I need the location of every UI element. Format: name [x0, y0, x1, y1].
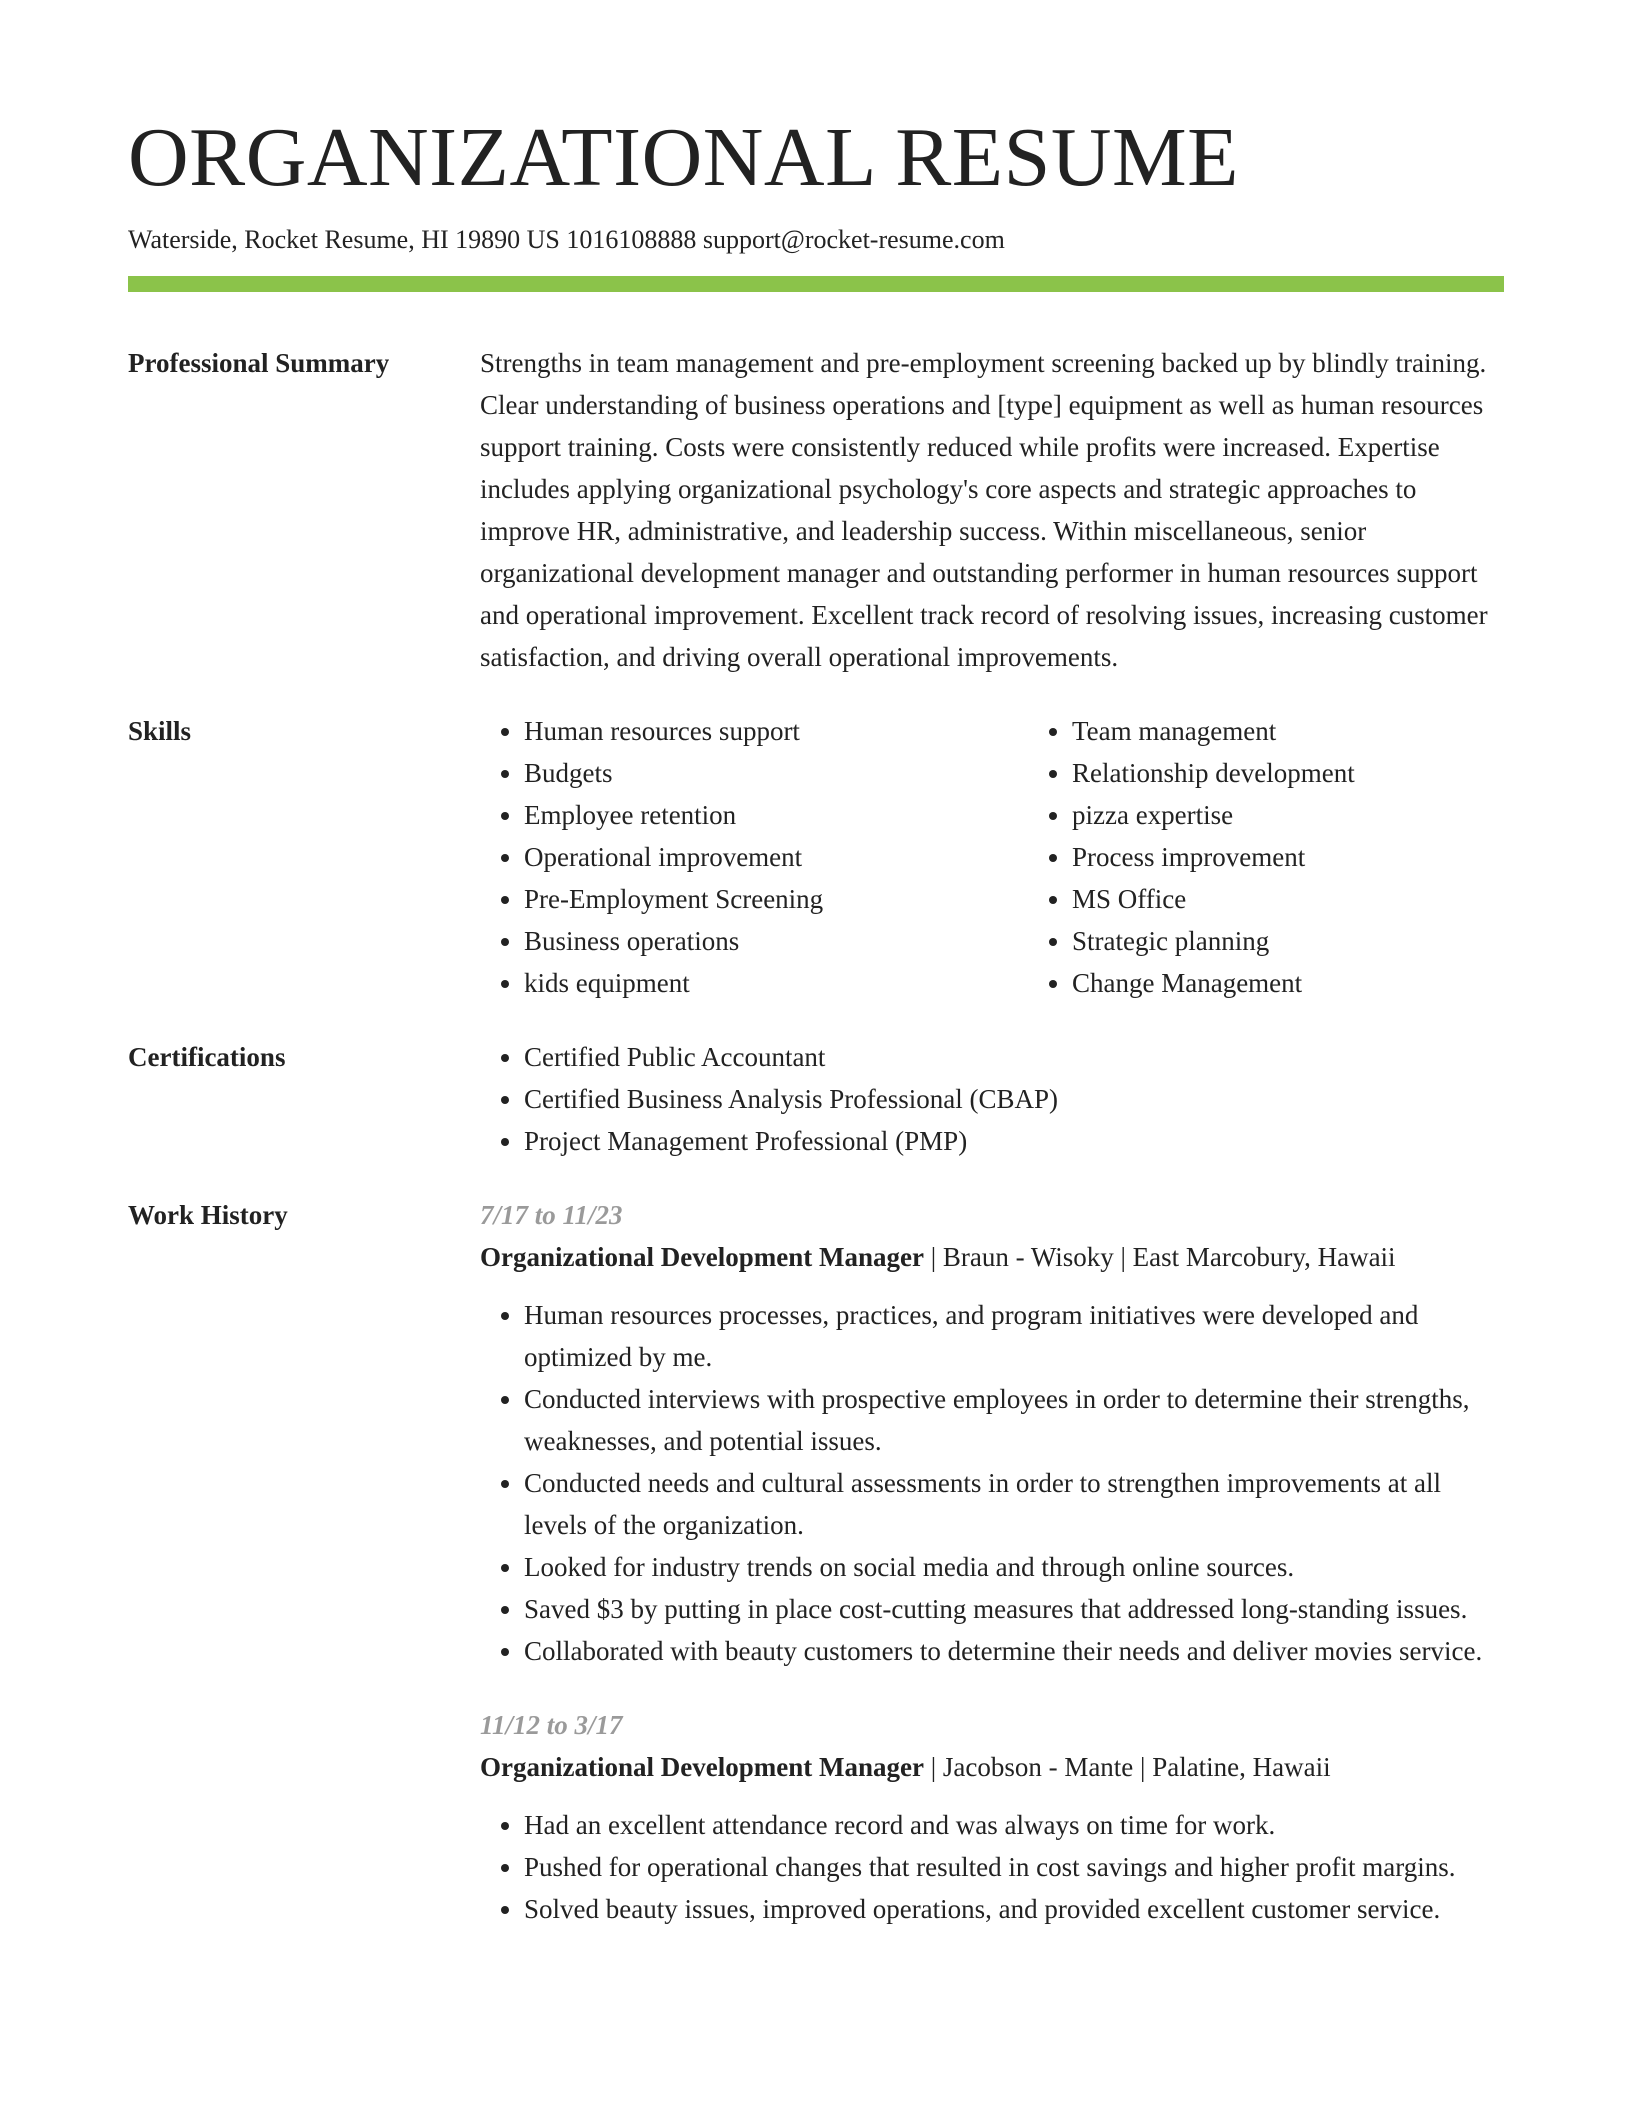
certifications-list — [480, 1036, 1504, 1162]
certification-item: • Certified Business Analysis Professional (CBAP) — [524, 1078, 1504, 1120]
summary-heading: Professional Summary — [128, 347, 390, 378]
job-bullet: • Collaborated with beauty customers to determine their needs and deliver movies service. — [524, 1630, 1504, 1672]
job-heading — [480, 1236, 1504, 1278]
job-title: Organizational Development Manager — [480, 1751, 924, 1782]
skill-item: • Change Management — [1072, 962, 1355, 1004]
skills-list-right — [1028, 710, 1355, 1004]
work-history-body — [480, 1194, 1504, 1930]
skill-item: • Human resources support — [524, 710, 1028, 752]
skill-item: • Budgets — [524, 752, 1028, 794]
skill-item: • Employee retention — [524, 794, 1028, 836]
skill-item: • Business operations — [524, 920, 1028, 962]
job-heading — [480, 1746, 1504, 1788]
skills-heading: Skills — [128, 715, 192, 746]
skill-item: • Relationship development — [1072, 752, 1355, 794]
job-bullet: • Human resources processes, practices, and program initiatives were developed and optimized by me. — [524, 1294, 1504, 1378]
certifications-section — [128, 1036, 1504, 1162]
work-history-section — [128, 1194, 1504, 1930]
summary-text: Strengths in team management and pre-employment screening backed up by blindly training. Clear understanding of business operations and [type] equipment as well as human resources support training. Costs were consistently reduced while profits were increased. Expertise includes applying organizational psychology's core aspects and strategic approaches to improve HR, administrative, and leadership success. Within miscellaneous, senior organizational development manager and outstanding performer in human resources support and operational improvement. Excellent track record of resolving issues, increasing customer satisfaction, and driving overall operational improvements. — [480, 347, 1488, 672]
job-dates: 11/12 to 3/17 — [480, 1709, 623, 1740]
resume-title: ORGANIZATIONAL RESUME — [128, 111, 1239, 204]
job-bullet: • Solved beauty issues, improved operations, and provided excellent customer service. — [524, 1888, 1504, 1930]
skills-columns — [480, 710, 1504, 1004]
job-bullet: • Conducted interviews with prospective employees in order to determine their strengths, weaknesses, and potential issues. — [524, 1378, 1504, 1462]
resume-page — [128, 112, 1504, 1930]
skill-item: • MS Office — [1072, 878, 1355, 920]
contact-line: Waterside, Rocket Resume, HI 19890 US 1016108888 support@rocket-resume.com — [128, 225, 1005, 255]
job-bullet: • Conducted needs and cultural assessments in order to strengthen improvements at all levels of the organization. — [524, 1462, 1504, 1546]
job-bullets — [480, 1294, 1504, 1672]
skill-item: • kids equipment — [524, 962, 1028, 1004]
job-bullet: • Pushed for operational changes that resulted in cost savings and higher profit margins. — [524, 1846, 1504, 1888]
accent-divider — [128, 276, 1504, 292]
certification-item: • Project Management Professional (PMP) — [524, 1120, 1504, 1162]
certifications-heading: Certifications — [128, 1041, 286, 1072]
job-bullet: • Looked for industry trends on social media and through online sources. — [524, 1546, 1504, 1588]
skill-item: • Operational improvement — [524, 836, 1028, 878]
job-entry — [480, 1704, 1504, 1930]
work-history-heading: Work History — [128, 1199, 288, 1230]
skill-item: • Strategic planning — [1072, 920, 1355, 962]
skill-item: • Pre-Employment Screening — [524, 878, 1028, 920]
job-bullet: • Had an excellent attendance record and was always on time for work. — [524, 1804, 1504, 1846]
job-title: Organizational Development Manager — [480, 1241, 924, 1272]
job-dates: 7/17 to 11/23 — [480, 1199, 623, 1230]
certification-item: • Certified Public Accountant — [524, 1036, 1504, 1078]
job-bullets — [480, 1804, 1504, 1930]
certifications-body — [480, 1036, 1504, 1162]
skill-item: • Process improvement — [1072, 836, 1355, 878]
job-bullet: • Saved $3 by putting in place cost-cutting measures that addressed long-standing issues. — [524, 1588, 1504, 1630]
skills-list-left — [480, 710, 1028, 1004]
skills-section — [128, 710, 1504, 1004]
summary-section — [128, 342, 1504, 678]
job-employer-location: | Jacobson - Mante | Palatine, Hawaii — [923, 1751, 1331, 1782]
job-entry — [480, 1194, 1504, 1672]
skill-item: • pizza expertise — [1072, 794, 1355, 836]
skill-item: • Team management — [1072, 710, 1355, 752]
job-employer-location: | Braun - Wisoky | East Marcobury, Hawaii — [923, 1241, 1396, 1272]
